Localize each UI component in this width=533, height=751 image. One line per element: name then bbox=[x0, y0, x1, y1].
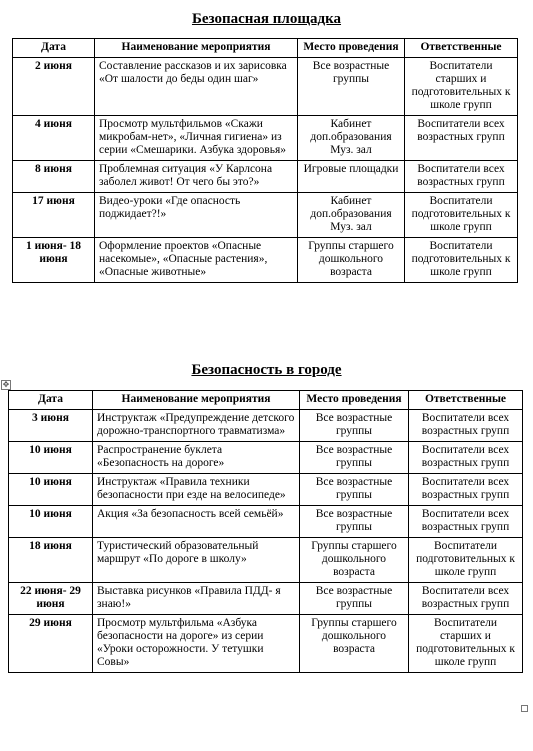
header-date: Дата bbox=[9, 391, 93, 410]
cell-event-name: Составление рассказов и их зарисовка «От шалости до беды один шаг» bbox=[95, 58, 298, 116]
cell-place: Все возрастные группы bbox=[300, 474, 409, 506]
table-row bbox=[9, 583, 523, 615]
cell-date: 1 июня- 18 июня bbox=[13, 238, 95, 283]
cell-date: 10 июня bbox=[9, 506, 93, 538]
cell-responsible: Воспитатели всех возрастных групп bbox=[405, 116, 518, 161]
header-place: Место проведения bbox=[300, 391, 409, 410]
cell-place: Все возрастные группы bbox=[300, 442, 409, 474]
cell-place: Группы старшего дошкольного возраста bbox=[298, 238, 405, 283]
cell-responsible: Воспитатели подготовительных к школе групп bbox=[405, 238, 518, 283]
table-row bbox=[13, 116, 518, 161]
cell-date: 22 июня- 29 июня bbox=[9, 583, 93, 615]
cell-date: 10 июня bbox=[9, 474, 93, 506]
header-place: Место проведения bbox=[298, 39, 405, 58]
cell-place: Группы старшего дошкольного возраста bbox=[300, 615, 409, 673]
cell-place: Все возрастные группы bbox=[298, 58, 405, 116]
header-event-name: Наименование мероприятия bbox=[93, 391, 300, 410]
header-responsible: Ответственные bbox=[409, 391, 523, 410]
cell-place: Кабинет доп.образования Муз. зал bbox=[298, 193, 405, 238]
cell-event-name: Инструктаж «Правила техники безопасности при езде на велосипеде» bbox=[93, 474, 300, 506]
cell-responsible: Воспитатели подготовительных к школе групп bbox=[405, 193, 518, 238]
cell-date: 17 июня bbox=[13, 193, 95, 238]
cell-responsible: Воспитатели всех возрастных групп bbox=[405, 161, 518, 193]
cell-event-name: Просмотр мультфильма «Азбука безопасности на дороге» из серии «Уроки осторожности. У тетушки Совы» bbox=[93, 615, 300, 673]
table-row bbox=[9, 474, 523, 506]
table-row bbox=[13, 193, 518, 238]
cell-responsible: Воспитатели всех возрастных групп bbox=[409, 583, 523, 615]
events-table-safe-playground bbox=[12, 38, 518, 283]
cell-date: 2 июня bbox=[13, 58, 95, 116]
cell-date: 4 июня bbox=[13, 116, 95, 161]
cell-date: 29 июня bbox=[9, 615, 93, 673]
cell-date: 10 июня bbox=[9, 442, 93, 474]
table-row bbox=[9, 615, 523, 673]
table-row bbox=[9, 410, 523, 442]
table-header-row bbox=[13, 39, 518, 58]
table-header-row bbox=[9, 391, 523, 410]
cell-date: 8 июня bbox=[13, 161, 95, 193]
cell-place: Все возрастные группы bbox=[300, 410, 409, 442]
table-row bbox=[13, 161, 518, 193]
cell-responsible: Воспитатели всех возрастных групп bbox=[409, 410, 523, 442]
table-row bbox=[9, 506, 523, 538]
cell-place: Все возрастные группы bbox=[300, 506, 409, 538]
cell-event-name: Оформление проектов «Опасные насекомые», «Опасные растения», «Опасные животные» bbox=[95, 238, 298, 283]
header-responsible: Ответственные bbox=[405, 39, 518, 58]
cell-responsible: Воспитатели подготовительных к школе групп bbox=[409, 538, 523, 583]
table-row bbox=[9, 442, 523, 474]
table-row bbox=[9, 538, 523, 583]
cell-responsible: Воспитатели всех возрастных групп bbox=[409, 442, 523, 474]
cell-event-name: Распространение буклета «Безопасность на дороге» bbox=[93, 442, 300, 474]
section-title-city-safety: Безопасность в городе bbox=[191, 362, 342, 378]
cell-responsible: Воспитатели старших и подготовительных к школе групп bbox=[409, 615, 523, 673]
events-table-city-safety bbox=[8, 390, 523, 673]
cell-date: 3 июня bbox=[9, 410, 93, 442]
cell-event-name: Проблемная ситуация «У Карлсона заболел живот! От чего бы это?» bbox=[95, 161, 298, 193]
section-title-safe-playground: Безопасная площадка bbox=[191, 11, 342, 27]
cell-event-name: Выставка рисунков «Правила ПДД- я знаю!» bbox=[93, 583, 300, 615]
header-date: Дата bbox=[13, 39, 95, 58]
cell-event-name: Акция «За безопасность всей семьёй» bbox=[93, 506, 300, 538]
cell-place: Все возрастные группы bbox=[300, 583, 409, 615]
cell-place: Группы старшего дошкольного возраста bbox=[300, 538, 409, 583]
table-move-handle-icon[interactable]: ✥ bbox=[2, 380, 10, 389]
cell-event-name: Видео-уроки «Где опасность поджидает?!» bbox=[95, 193, 298, 238]
cell-responsible: Воспитатели старших и подготовительных к школе групп bbox=[405, 58, 518, 116]
header-event-name: Наименование мероприятия bbox=[95, 39, 298, 58]
cell-responsible: Воспитатели всех возрастных групп bbox=[409, 506, 523, 538]
cell-place: Игровые площадки bbox=[298, 161, 405, 193]
cell-place: Кабинет доп.образования Муз. зал bbox=[298, 116, 405, 161]
cell-responsible: Воспитатели всех возрастных групп bbox=[409, 474, 523, 506]
cell-event-name: Инструктаж «Предупреждение детского дорожно-транспортного травматизма» bbox=[93, 410, 300, 442]
table-row bbox=[13, 238, 518, 283]
cell-event-name: Туристический образовательный маршрут «По дороге в школу» bbox=[93, 538, 300, 583]
cell-date: 18 июня bbox=[9, 538, 93, 583]
table-row bbox=[13, 58, 518, 116]
table-resize-handle[interactable] bbox=[521, 705, 528, 712]
cell-event-name: Просмотр мультфильмов «Скажи микробам-нет», «Личная гигиена» из серии «Смешарики. Азбука здоровья» bbox=[95, 116, 298, 161]
